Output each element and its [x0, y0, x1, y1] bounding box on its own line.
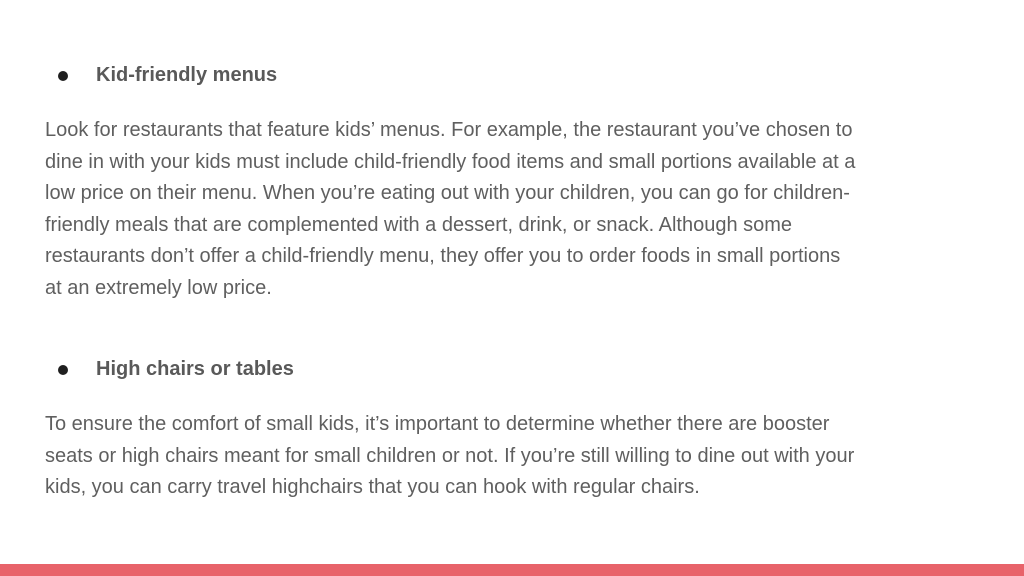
bullet-dot-icon: [58, 365, 68, 375]
section-heading-text: High chairs or tables: [96, 358, 294, 380]
section-heading-text: Kid-friendly menus: [96, 64, 278, 86]
section-heading-kid-friendly-menus: [58, 64, 277, 87]
section-body-kid-friendly-menus: Look for restaurants that feature kids’ menus. For example, the restaurant you’ve chosen to dine in with your kids must include child-friendly food items and small portions available at a low price on their menu. When you’re eating out with your children, you can go for children- friendly meals that are complemented with a dessert, drink, or snack. Although some restaurants don’t offer a child-friendly menu, they offer you to order foods in small portions at an extremely low price.: [45, 119, 856, 299]
accent-bottom-bar: [0, 564, 1024, 576]
section-heading-high-chairs: [58, 358, 294, 381]
bullet-dot-icon: [58, 71, 68, 81]
section-body-high-chairs: To ensure the comfort of small kids, it’s important to determine whether there are booster seats or high chairs meant for small children or not. If you’re still willing to dine out with your kids, you can carry travel highchairs that you can hook with regular chairs.: [45, 413, 855, 499]
